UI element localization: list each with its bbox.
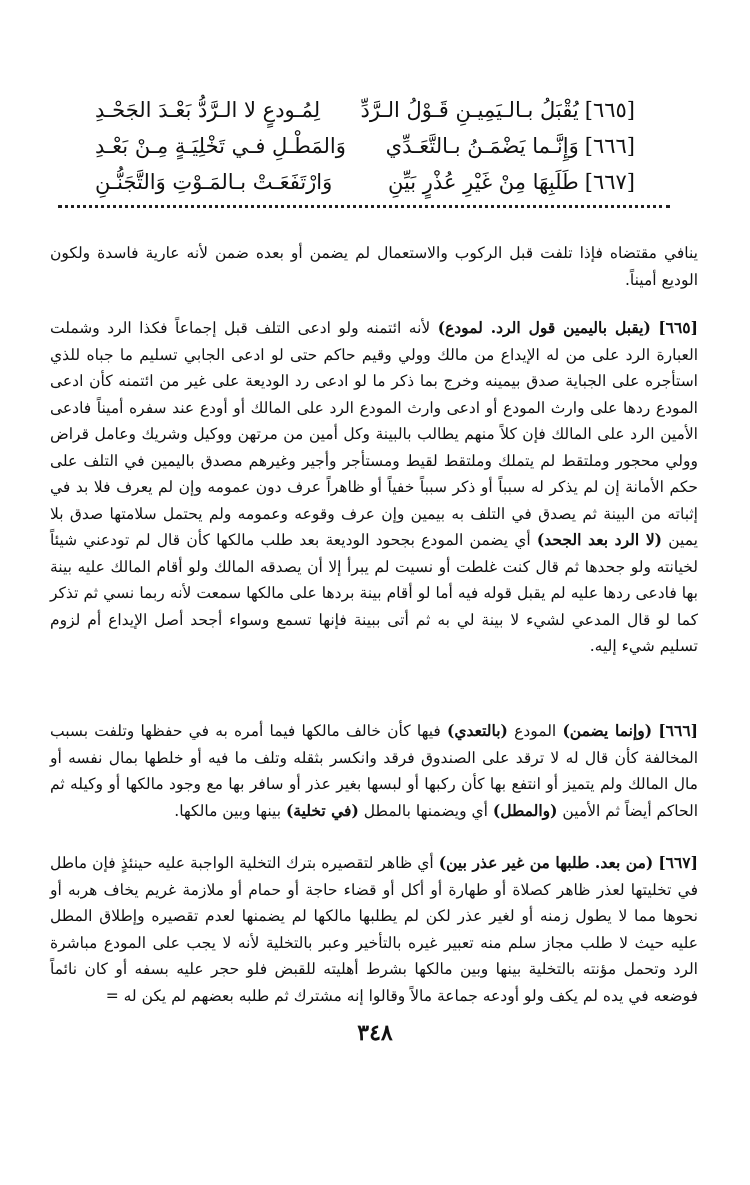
intro-paragraph: ينافي مقتضاه فإذا تلفت قبل الركوب والاستعمال لم يضمن أو بعده ضمن لأنه عارية فاسدة ولكون الوديع أميناً. bbox=[50, 244, 698, 289]
verse-second-hemistich: وَارْتَفَعَـتْ بـالمَـوْتِ وَالتَّجَنُّـنِ bbox=[95, 170, 333, 194]
verse-block bbox=[95, 92, 635, 200]
verse-row bbox=[95, 164, 635, 200]
verse-first-hemistich: [٦٦٧]طَلَبِهَا مِنْ غَيْرِ عُذْرٍ بَيِّنِ bbox=[387, 170, 635, 194]
verse-row bbox=[95, 92, 635, 128]
verse-second-hemistich: لِمُـودعٍ لا الـرَّدُّ بَعْـدَ الجَحْـدِ bbox=[95, 98, 321, 122]
verse-row bbox=[95, 128, 635, 164]
commentary-666: [٦٦٦] (وإنما يضمن) المودع (بالتعدي) فيها كأن خالف مالكها فيما أمره به في حفظها وتلفت بسبب المخالفة كأن قال له لا ترقد على الصندوق فرقد وانكسر بثقله وتلف ما فيه أو خلطها بمال نفسه أو مال المالك ولم يتميز أو انتفع بها كأن ركبها أو لبسها بغير عذر أو سافر بها مع وجود مالكها أو وكيله ثم الحاكم أيضاً ثم الأمين (والمطل) أي ويضمنها بالمطل (في تخلية) بينها وبين مالكها. bbox=[50, 721, 698, 820]
verse-second-hemistich: وَالمَطْـلِ فـي تَخْلِيَـةٍ مِـنْ بَعْـدِ bbox=[95, 134, 346, 158]
verse-first-hemistich: [٦٦٥]يُقْبَلُ بـالـيَمِيـنِ قَـوْلُ الـرَّدِّ bbox=[360, 98, 635, 122]
verse-first-hemistich: [٦٦٦]وَإِنَّـما يَضْمَـنُ بـالتَّعَـدِّي bbox=[385, 134, 635, 158]
page-number: ٣٤٨ bbox=[357, 1020, 393, 1046]
commentary-667: [٦٦٧] (من بعد. طلبها من غير عذر بين) أي ظاهر لتقصيره بترك التخلية الواجبة عليه حينئذٍ فإن ماطل في تخليتها لعذر ظاهر كصلاة أو طهارة أو أكل أو قضاء حاجة أو حمام أو ملازمة غريم يخاف هربه أو نحوها مما لا يطول زمنه أو لغير عذر لكن لم يطلبها مالكها لم يضمنها لعدم تقصيره وإطلاق المطل عليه حيث لا طلب مجاز سلم منه تعبير غيره بالتأخير وعبر بالتخلية لأنه لا يجب على المودع مباشرة الرد وتحمل مؤنته بالتخلية بينها وبين مالكها بشرط أهليته للقبض فلو حجر عليه بسفه أو كان نائماً فوضعه في يده لم يكف ولو أودعه جماعة مالاً وقالوا إنه مشترك ثم طلبه بعضهم لم يكن له = bbox=[50, 853, 698, 1005]
commentary-665: [٦٦٥] (يقبل باليمين قول الرد. لمودع) لأنه ائتمنه ولو ادعى التلف قبل إجماعاً فكذا الرد وشملت العبارة الرد على من له الإيداع من مالك وولي وقيم حاكم حتى لو ادعى الجابي تسليم ما جباه للذي استأجره على الجباية صدق بيمينه وخرج بما ذكر ما لو ادعى رد الوديعة على غير من ائتمنه كأن ادعى المودع ردها على وارث المودع أو ادعى وارث المودع الرد على المالك أو أودع عند سفره أميناً فادعى الأمين الرد على المالك فإن كلاً منهم يطالب بالبينة وكل أمين من مرتهن ووكيل وشريك وعامل قراض وولي محجور وملتقط لم يتملك وملتقط لقيط ومستأجر وأجير وغيرهم مصدق باليمين في التلف على حكم الأمانة إن لم يذكر له سبباً أو ذكر سبباً خفياً أو ظاهراً عرف دون عمومه وإن لم يعرف فلا بد في إثباته من البينة ثم يصدق في التلف به بيمين وإن عرف وقوعه وعمومه ولم يحتمل سلامتها صدق بلا يمين (لا الرد بعد الجحد) أي يضمن المودع بجحود الوديعة بعد طلب مالكها كأن قال لم تودعني شيئاً لخيانته ولو جحدها ثم قال كنت غلطت أو نسيت لم يبرأ إلا أن يصدقه المالك ولو أقام المالك عليه بينة بها فادعى ردها عليه لم يقبل قوله فيه أما لو أقام بينة بردها على مالكها سمعت لأنه ربما نسي ثم تذكر كما لو قال المدعي لشيء لا بينة لي به ثم أتى ببينة فإنها تسمع وسواء أجحد أصل الإيداع أم لزوم تسليم شيء إليه. bbox=[50, 318, 698, 655]
dotted-separator bbox=[58, 205, 670, 208]
